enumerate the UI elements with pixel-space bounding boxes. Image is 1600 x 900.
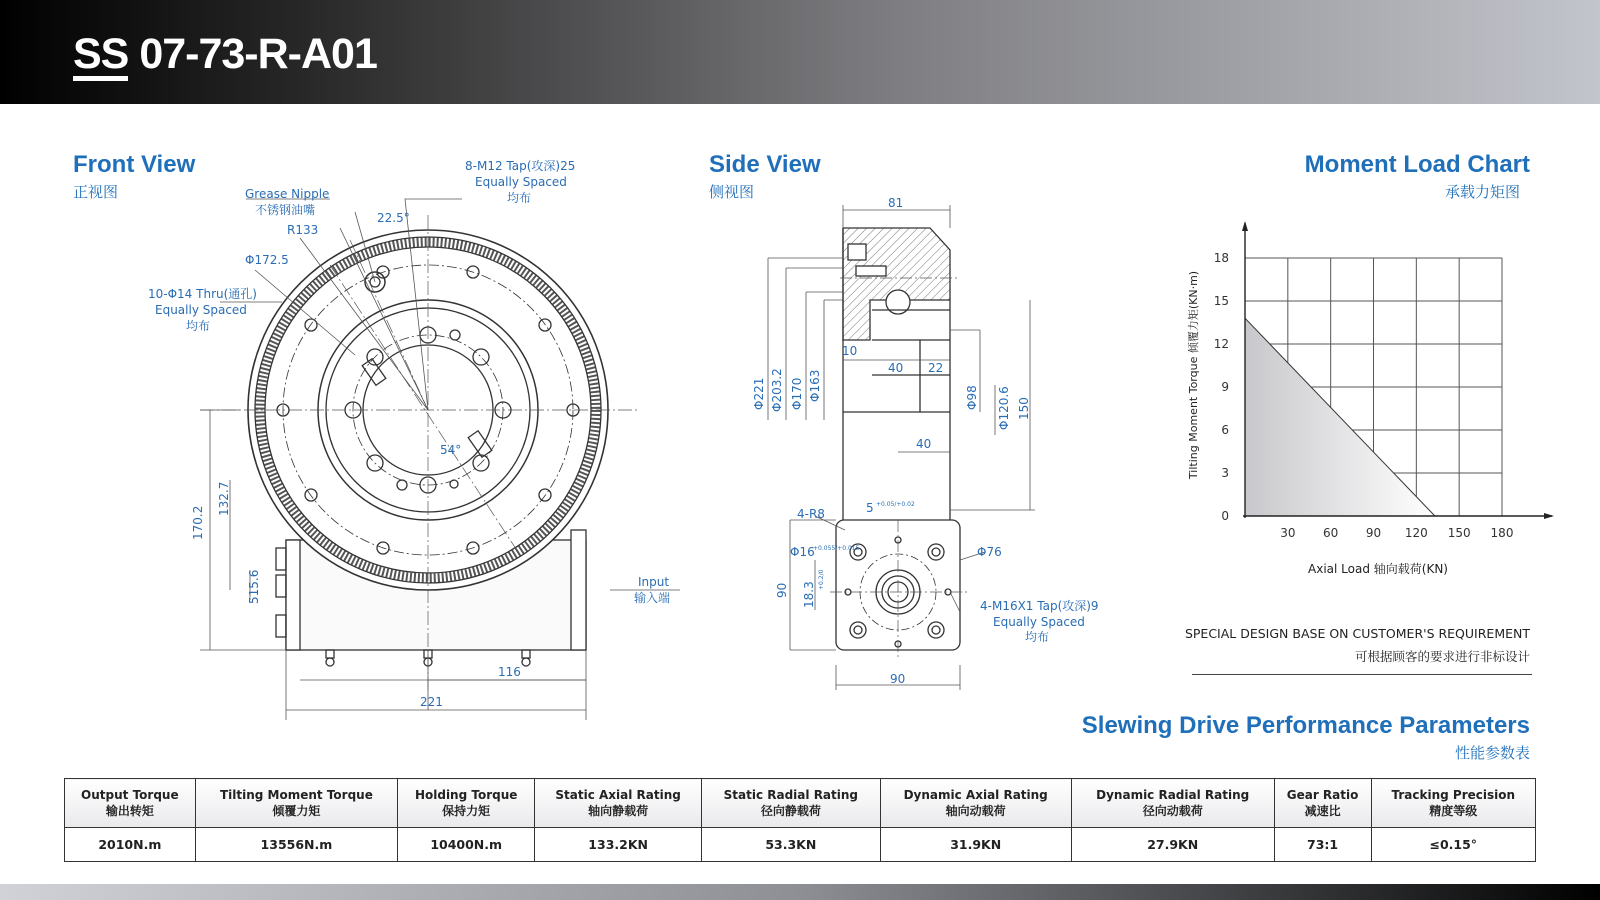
front-grease-cn: 不锈钢油嘴 xyxy=(255,203,316,217)
chart-ylabel: Tilting Moment Torque 倾覆力矩(KN·m) xyxy=(1187,270,1200,480)
param-value: 31.9KN xyxy=(880,828,1071,862)
footer-bar xyxy=(0,884,1600,900)
param-header: Gear Ratio 减速比 xyxy=(1274,779,1371,828)
param-value: 2010N.m xyxy=(65,828,196,862)
model-prefix: SS xyxy=(73,32,128,81)
side-p203: Φ203.2 xyxy=(770,368,784,412)
param-value: 10400N.m xyxy=(398,828,535,862)
performance-subtitle: 性能参数表 xyxy=(1454,744,1530,762)
side-p163: Φ163 xyxy=(808,369,822,402)
side-r8: 4-R8 xyxy=(797,507,825,521)
chart-x-tick-label: 90 xyxy=(1365,526,1382,540)
side-p76: Φ76 xyxy=(977,545,1002,559)
side-p120: Φ120.6 xyxy=(997,386,1011,430)
side-p16: Φ16 xyxy=(790,545,815,559)
chart-y-tick-label: 18 xyxy=(1213,251,1229,265)
chart-x-tick-label: 150 xyxy=(1447,526,1471,540)
side-d90h: 90 xyxy=(890,672,906,686)
front-r133: R133 xyxy=(287,223,319,237)
performance-value-row xyxy=(65,828,1536,862)
model-title xyxy=(73,28,377,81)
chart-y-tick-label: 3 xyxy=(1221,466,1229,480)
param-value: 13556N.m xyxy=(195,828,398,862)
front-angle1: 22.5° xyxy=(377,211,410,225)
chart-y-tick-label: 12 xyxy=(1213,337,1229,351)
param-value: 73:1 xyxy=(1274,828,1371,862)
front-view-title: Front View xyxy=(73,151,196,178)
front-d221: 221 xyxy=(420,695,443,709)
side-view-drawing xyxy=(740,195,1110,695)
front-grease-label: Grease Nipple xyxy=(245,187,330,201)
front-view-drawing xyxy=(0,150,700,720)
front-thru-spaced: Equally Spaced xyxy=(155,303,247,317)
side-d183-tol: +0.2/0 xyxy=(818,569,825,590)
side-view-title: Side View xyxy=(709,151,821,178)
param-value: 27.9KN xyxy=(1071,828,1274,862)
param-header: Tracking Precision 精度等级 xyxy=(1371,779,1535,828)
front-thru-label: 10-Φ14 Thru(通孔) xyxy=(148,287,257,301)
side-d5-tol: +0.05/+0.02 xyxy=(876,501,915,508)
side-d90v: 90 xyxy=(775,582,789,598)
side-p16-tol: +0.055/+0.015 xyxy=(813,545,860,552)
chart-x-tick-label: 60 xyxy=(1323,526,1339,540)
chart-y-tick-label: 15 xyxy=(1213,294,1229,308)
front-d172: Φ172.5 xyxy=(245,253,289,267)
header-bar xyxy=(0,0,1600,104)
front-d116: 116 xyxy=(498,665,521,679)
side-d5: 5 xyxy=(866,501,874,515)
moment-chart-subtitle: 承载力矩图 xyxy=(1444,183,1520,201)
param-value: ≤0.15° xyxy=(1371,828,1535,862)
model-number: 07-73-R-A01 xyxy=(128,30,377,78)
front-input-cn: 输入端 xyxy=(634,591,671,605)
side-d183: 18.3 xyxy=(802,581,816,608)
param-header: Static Axial Rating 轴向静载荷 xyxy=(535,779,702,828)
param-header: Dynamic Axial Rating 轴向动载荷 xyxy=(880,779,1071,828)
side-d81: 81 xyxy=(888,196,904,210)
front-thru-cn: 均布 xyxy=(186,319,211,333)
performance-header-row xyxy=(65,779,1536,828)
chart-x-tick-label: 30 xyxy=(1280,526,1296,540)
chart-x-tick-label: 180 xyxy=(1490,526,1514,540)
front-d170: 170.2 xyxy=(191,505,205,540)
side-d10: 10 xyxy=(842,344,858,358)
param-header: Static Radial Rating 径向静载荷 xyxy=(702,779,880,828)
param-header: Tilting Moment Torque 倾覆力矩 xyxy=(195,779,398,828)
side-d40b: 40 xyxy=(916,437,932,451)
chart-x-arrow xyxy=(1544,513,1554,519)
side-tap-spaced: Equally Spaced xyxy=(993,615,1085,629)
moment-load-chart xyxy=(1180,215,1560,585)
front-tap-spaced: Equally Spaced xyxy=(475,175,567,189)
front-d132: 132.7 xyxy=(217,481,231,516)
side-p221: Φ221 xyxy=(752,377,766,410)
chart-y-tick-label: 6 xyxy=(1221,423,1229,437)
side-tap-cn: 均布 xyxy=(1025,630,1050,644)
param-header: Output Torque 输出转矩 xyxy=(65,779,196,828)
chart-y-tick-label: 9 xyxy=(1221,380,1229,394)
front-view-subtitle: 正视图 xyxy=(73,183,119,201)
chart-y-arrow xyxy=(1242,221,1248,231)
side-d22: 22 xyxy=(928,361,944,375)
side-p98: Φ98 xyxy=(965,385,979,410)
param-header: Holding Torque 保持力矩 xyxy=(398,779,535,828)
side-d40a: 40 xyxy=(888,361,904,375)
moment-chart-title: Moment Load Chart xyxy=(1304,151,1530,178)
performance-table xyxy=(64,778,1536,862)
param-value: 53.3KN xyxy=(702,828,880,862)
special-note-cn: 可根据顾客的要求进行非标设计 xyxy=(1354,649,1530,664)
chart-xlabel: Axial Load 轴向载荷(KN) xyxy=(1308,562,1448,576)
front-tap-label: 8-M12 Tap(攻深)25 xyxy=(465,159,576,173)
front-angle2: 54° xyxy=(440,443,462,457)
front-input-label: Input xyxy=(638,575,670,589)
param-header: Dynamic Radial Rating 径向动载荷 xyxy=(1071,779,1274,828)
note-divider xyxy=(1192,674,1532,675)
performance-title: Slewing Drive Performance Parameters xyxy=(1081,712,1530,739)
front-d515: 515.6 xyxy=(247,569,261,604)
param-value: 133.2KN xyxy=(535,828,702,862)
front-tap-cn: 均布 xyxy=(507,191,532,205)
side-tap-label: 4-M16X1 Tap(攻深)9 xyxy=(980,599,1099,613)
special-note-en: SPECIAL DESIGN BASE ON CUSTOMER'S REQUIREMENT xyxy=(1184,626,1530,641)
chart-x-tick-label: 120 xyxy=(1404,526,1428,540)
side-p170: Φ170 xyxy=(790,377,804,410)
special-note xyxy=(1185,626,1530,665)
chart-y-tick-label: 0 xyxy=(1221,509,1229,523)
side-d150: 150 xyxy=(1017,397,1031,420)
side-view-subtitle: 侧视图 xyxy=(709,183,755,201)
